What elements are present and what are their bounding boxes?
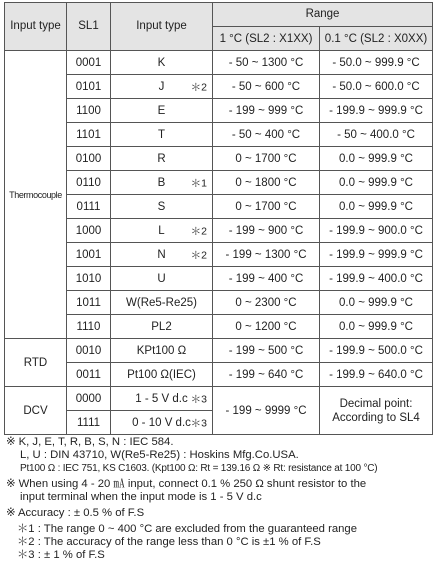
range-01c-cell: - 199.9 ~ 900.0 °C [320,219,433,243]
type-label: K [157,56,166,69]
table-row [5,267,433,291]
type-label: KPt100 Ω [136,344,187,357]
input-type-cell [111,387,213,411]
sl1-cell: 1100 [67,99,111,123]
type-label: Pt100 Ω(IEC) [127,368,196,381]
type-label: E [157,104,166,117]
table-row [5,219,433,243]
table-row [5,243,433,267]
range-1c-cell: - 199 ~ 500 °C [213,339,320,363]
table-row [5,123,433,147]
range-01c-cell: 0.0 ~ 999.9 °C [320,147,433,171]
header-range-01c: 0.1 °C (SL2 : X0XX) [320,27,433,51]
note-pt100: Pt100 Ω : IEC 751, KS C1603. (Kpt100 Ω: Rt = 139.16 Ω ※ Rt: resistance at 100 °C) [20,463,378,474]
table-row [5,387,433,411]
type-label: 1 - 5 V d.c [135,392,188,405]
range-1c-cell: 0 ~ 1200 °C [213,315,320,339]
footnote-mark: ＊2 [190,81,207,93]
range-1c-cell: 0 ~ 1800 °C [213,171,320,195]
note-standards: ※ K, J, E, T, R, B, S, N : IEC 584. [6,436,174,448]
footnote-mark: ＊3 [190,417,207,429]
range-01c-cell: - 199.9 ~ 999.9 °C [320,99,433,123]
range-01c-cell: - 50.0 ~ 999.9 °C [320,51,433,75]
table-row [5,195,433,219]
table-row [5,339,433,363]
range-1c-cell: - 50 ~ 400 °C [213,123,320,147]
sl1-cell: 0110 [67,171,111,195]
input-type-cell [111,51,213,75]
range-01c-cell: 0.0 ~ 999.9 °C [320,171,433,195]
header-input-type-col: Input type [111,3,213,51]
group-thermocouple: Thermocouple [5,51,67,339]
range-1c-cell: - 199 ~ 900 °C [213,219,320,243]
sl1-cell: 1000 [67,219,111,243]
sl1-cell: 1101 [67,123,111,147]
note-shunt-cont: input terminal when the input mode is 1 - 5 V d.c [20,491,262,503]
range-01c-cell: - 199.9 ~ 400.0 °C [320,267,433,291]
range-01c-cell: - 50 ~ 400.0 °C [320,123,433,147]
type-label: N [157,248,166,261]
range-1c-cell: 0 ~ 1700 °C [213,147,320,171]
sl1-cell: 1010 [67,267,111,291]
table-row [5,147,433,171]
type-label: L [158,224,165,237]
note-din: L, U : DIN 43710, W(Re5-Re25) : Hoskins Mfg.Co.USA. [20,449,299,461]
input-type-cell [111,339,213,363]
input-type-cell [111,219,213,243]
table-row [5,75,433,99]
header-row [5,3,433,27]
sl1-cell: 0111 [67,195,111,219]
dcv-decimal-cell: Decimal point: According to SL4 [320,387,433,435]
input-type-cell [111,243,213,267]
note-accuracy: ※ Accuracy : ± 0.5 % of F.S [6,507,145,519]
range-01c-cell: - 50.0 ~ 600.0 °C [320,75,433,99]
range-01c-cell: - 199.9 ~ 500.0 °C [320,339,433,363]
input-type-cell [111,123,213,147]
range-1c-cell: - 199 ~ 999 °C [213,99,320,123]
range-01c-cell: 0.0 ~ 999.9 °C [320,195,433,219]
table-row [5,51,433,75]
table-row [5,315,433,339]
type-label: W(Re5-Re25) [126,296,197,309]
note-star1: ＊1 : The range 0 ~ 400 °C are excluded from the guaranteed range [17,523,357,535]
table-row [5,99,433,123]
type-label: PL2 [151,320,172,333]
sl1-cell: 0101 [67,75,111,99]
sl1-cell: 0011 [67,363,111,387]
input-type-cell [111,171,213,195]
input-range-table [4,2,433,435]
range-1c-cell: - 199 ~ 640 °C [213,363,320,387]
range-01c-cell: - 199.9 ~ 640.0 °C [320,363,433,387]
type-label: T [157,128,166,141]
footnotes [6,436,432,562]
input-type-cell [111,315,213,339]
group-rtd: RTD [5,339,67,387]
sl1-cell: 1011 [67,291,111,315]
range-1c-cell: - 199 ~ 1300 °C [213,243,320,267]
dcv-range-cell: - 199 ~ 9999 °C [213,387,320,435]
header-range: Range [213,3,433,27]
sl1-cell: 1001 [67,243,111,267]
input-type-cell [111,75,213,99]
type-label: S [157,200,166,213]
range-01c-cell: 0.0 ~ 999.9 °C [320,291,433,315]
footnote-mark: ＊2 [190,225,207,237]
range-1c-cell: - 199 ~ 400 °C [213,267,320,291]
type-label: U [157,272,166,285]
header-sl1: SL1 [67,3,111,51]
sl1-cell: 1110 [67,315,111,339]
header-input-type: Input type [5,3,67,51]
range-01c-cell: 0.0 ~ 999.9 °C [320,315,433,339]
range-01c-cell: - 199.9 ~ 999.9 °C [320,243,433,267]
range-1c-cell: - 50 ~ 600 °C [213,75,320,99]
sl1-cell: 0100 [67,147,111,171]
input-type-cell [111,147,213,171]
type-label: 0 - 10 V d.c [132,416,191,429]
footnote-mark: ＊1 [190,177,207,189]
sl1-cell: 1111 [67,411,111,435]
type-label: R [157,152,166,165]
table-row [5,171,433,195]
input-type-cell [111,99,213,123]
input-type-cell [111,363,213,387]
note-shunt: ※ When using 4 - 20 ㎃ input, connect 0.1 % 250 Ω shunt resistor to the [6,478,367,490]
range-1c-cell: 0 ~ 1700 °C [213,195,320,219]
input-type-cell [111,411,213,435]
type-label: B [157,176,166,189]
header-range-1c: 1 °C (SL2 : X1XX) [213,27,320,51]
footnote-mark: ＊3 [190,393,207,405]
input-type-cell [111,291,213,315]
input-type-cell [111,267,213,291]
table-row [5,291,433,315]
input-type-cell [111,195,213,219]
group-dcv: DCV [5,387,67,435]
sl1-cell: 0000 [67,387,111,411]
range-1c-cell: 0 ~ 2300 °C [213,291,320,315]
note-star3: ＊3 : ± 1 % of F.S [17,549,105,561]
range-1c-cell: - 50 ~ 1300 °C [213,51,320,75]
note-star2: ＊2 : The accuracy of the range less than 0 °C is ±1 % of F.S [17,536,321,548]
table-row [5,363,433,387]
sl1-cell: 0010 [67,339,111,363]
footnote-mark: ＊2 [190,249,207,261]
sl1-cell: 0001 [67,51,111,75]
type-label: J [158,80,165,93]
